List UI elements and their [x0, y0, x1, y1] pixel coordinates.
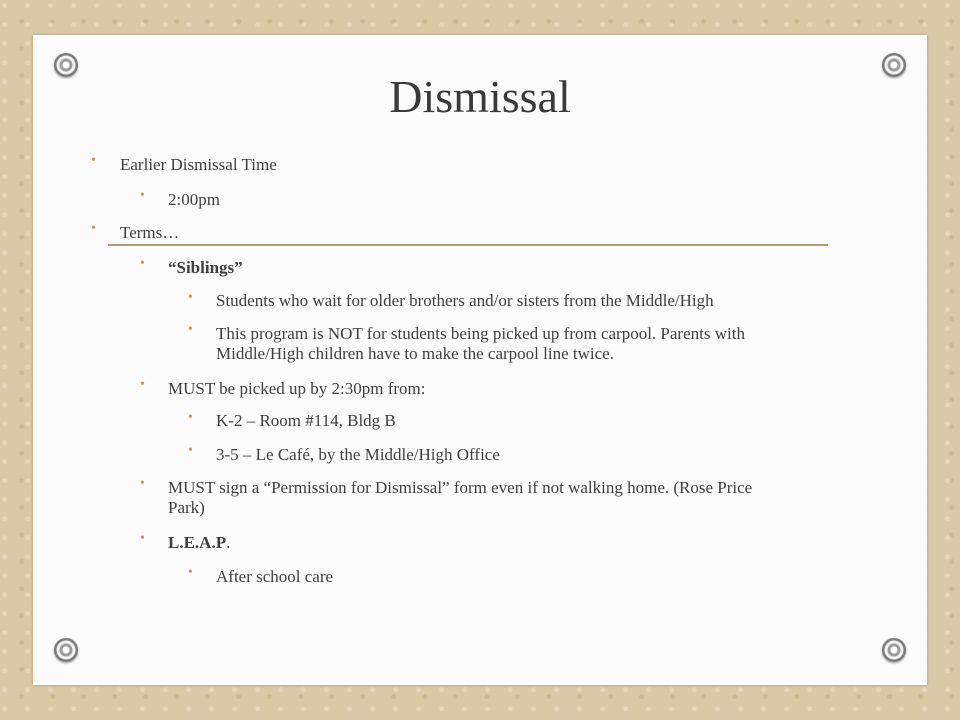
- bullet-icon: •: [188, 565, 193, 580]
- leap-label: L.E.A.P: [168, 533, 227, 552]
- bullet-siblings: “Siblings”: [168, 258, 243, 277]
- divider-line: [108, 244, 828, 246]
- pushpin-icon-bottom-left: [54, 638, 78, 662]
- bullet-icon: •: [188, 322, 193, 337]
- bullet-icon: •: [91, 221, 96, 236]
- bullet-earlier-dismissal: Earlier Dismissal Time: [120, 155, 277, 174]
- bullet-icon: •: [188, 410, 193, 425]
- bullet-time: 2:00pm: [168, 190, 220, 209]
- bullet-program-line1: This program is NOT for students being picked up from carpool. Parents with: [216, 324, 745, 343]
- bullet-leap: [168, 533, 230, 553]
- bullet-icon: •: [140, 377, 145, 392]
- bullet-35-cafe: 3-5 – Le Café, by the Middle/High Office: [216, 445, 500, 464]
- bullet-icon: •: [140, 531, 145, 546]
- bullet-must-sign-line1: MUST sign a “Permission for Dismissal” form even if not walking home. (Rose Price: [168, 478, 753, 497]
- bullet-icon: •: [188, 443, 193, 458]
- bullet-students-wait: Students who wait for older brothers and/or sisters from the Middle/High: [216, 291, 714, 310]
- bullet-icon: •: [91, 153, 96, 168]
- bullet-icon: •: [188, 290, 193, 305]
- slide-title: Dismissal: [389, 71, 571, 122]
- leap-period: .: [226, 533, 231, 552]
- bullet-must-sign-line2: Park): [168, 498, 205, 517]
- bullet-after-school-care: After school care: [216, 567, 334, 586]
- bullet-icon: •: [140, 476, 145, 491]
- bullet-program-line2: Middle/High children have to make the carpool line twice.: [216, 344, 614, 363]
- bullet-icon: •: [140, 256, 145, 271]
- bullet-k2-room: K-2 – Room #114, Bldg B: [216, 411, 396, 430]
- bullet-terms: Terms…: [120, 223, 180, 242]
- bullet-icon: •: [140, 188, 145, 203]
- bullet-must-picked-up: MUST be picked up by 2:30pm from:: [168, 379, 426, 398]
- pushpin-icon-bottom-right: [882, 638, 906, 662]
